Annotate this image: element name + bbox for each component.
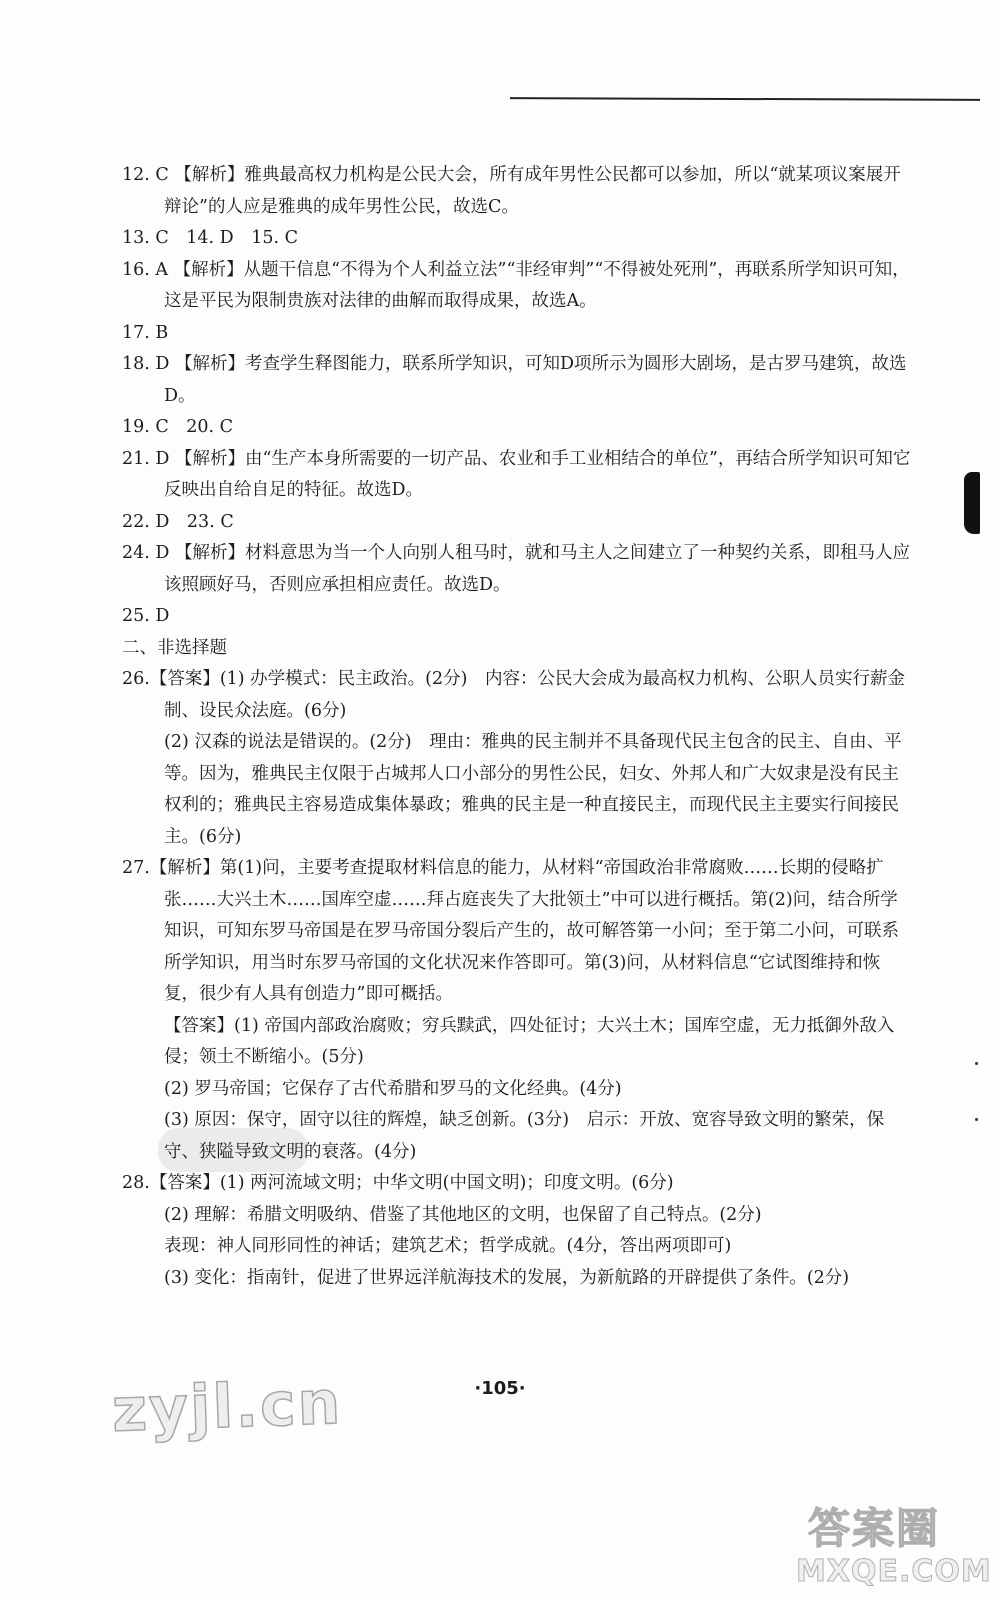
answer-24: 24. D 【解析】材料意思为当一个人向别人租马时，就和马主人之间建立了一种契约关系，即租马人应该照顾好马，否则应承担相应责任。故选D。 — [122, 543, 910, 595]
answer-19-20: 19. C 20. C — [122, 417, 234, 437]
answer-13-15: 13. C 14. D 15. C — [122, 228, 298, 248]
answer-12: 12. C 【解析】雅典最高权力机构是公民大会，所有成年男性公民都可以参加，所以“就某项议案展开辩论”的人应是雅典的成年男性公民，故选C。 — [122, 165, 901, 217]
answer-16: 16. A 【解析】从题干信息“不得为个人利益立法”“非经审判”“不得被处死刑”，再联系所学知识可知，这是平民为限制贵族对法律的曲解而取得成果，故选A。 — [122, 259, 910, 311]
answer-26-part1: 26.【答案】(1) 办学模式：民主政治。(2分) 内容：公民大会成为最高权力机构、公职人员实行薪金制、设民众法庭。(6分) — [122, 669, 905, 721]
answer-21: 21. D 【解析】由“生产本身所需要的一切产品、农业和手工业相结合的单位”，再结合所学知识可知它反映出自给自足的特征。故选D。 — [122, 448, 911, 500]
answer-28-part1: 28.【答案】(1) 两河流域文明；中华文明(中国文明)；印度文明。(6分) — [122, 1173, 674, 1193]
answer-27-part2: (2) 罗马帝国；它保存了古代希腊和罗马的文化经典。(4分) — [164, 1078, 622, 1099]
answer-22-23: 22. D 23. C — [122, 511, 234, 532]
watermark-mxqe: MXQE.COM — [796, 1554, 992, 1589]
analysis-27: 27.【解析】第(1)问，主要考查提取材料信息的能力，从材料“帝国政治非常腐败……长期的侵略扩张……大兴土木……国库空虚……拜占庭丧失了大批领土”中可以进行概括。第(2)问，结合所学知识，可知东罗马帝国是在罗马帝国分裂后产生的，故可解答第一小问；至于第二小问，可联系所学知识，用当时东罗马帝国的文化状况来作答即可。第(3)问，从材料信息“它试图维持和恢复，很少有人具有创造力”即可概括。 — [122, 858, 899, 1004]
answer-27-part3: (3) 原因：保守，固守以往的辉煌，缺乏创新。(3分) 启示：开放、宽容导致文明的繁荣，保守、狭隘导致文明的衰落。(4分) — [164, 1110, 885, 1162]
scan-dot — [975, 1118, 978, 1121]
answer-17: 17. B — [122, 322, 169, 343]
answer-content — [122, 160, 912, 1294]
page-number: ·105· — [474, 1378, 526, 1399]
section-heading: 二、非选择题 — [122, 637, 227, 658]
answer-28-part3: (3) 变化：指南针，促进了世界远洋航海技术的发展，为新航路的开辟提供了条件。(2分) — [164, 1267, 850, 1288]
scan-dot — [975, 1062, 978, 1065]
answer-18: 18. D 【解析】考查学生释图能力，联系所学知识，可知D项所示为圆形大剧场，是古罗马建筑，故选D。 — [122, 354, 907, 406]
scan-edge-mark — [964, 472, 980, 534]
top-rule — [510, 97, 980, 101]
watermark-zyjl: zyjl.cn — [110, 1368, 344, 1446]
answer-25: 25. D — [122, 606, 170, 626]
answer-26-part2: (2) 汉森的说法是错误的。(2分) 理由：雅典的民主制并不具备现代民主包含的民主、自由、平等。因为，雅典民主仅限于占城邦人口小部分的男性公民，妇女、外邦人和广大奴隶是没有民主权利的；雅典民主容易造成集体暴政；雅典的民主是一种直接民主，而现代民主主要实行间接民主。(6分) — [164, 732, 902, 847]
answer-28-part2: (2) 理解：希腊文明吸纳、借鉴了其他地区的文明，也保留了自己特点。(2分) — [164, 1204, 762, 1225]
answer-27-part1: 【答案】(1) 帝国内部政治腐败；穷兵黩武，四处征讨；大兴土木；国库空虚，无力抵御外敌入侵；领土不断缩小。(5分) — [164, 1015, 895, 1067]
answer-28-performance: 表现：神人同形同性的神话；建筑艺术；哲学成就。(4分，答出两项即可) — [164, 1236, 732, 1256]
watermark-daanquan: 答案圈 — [808, 1504, 941, 1553]
